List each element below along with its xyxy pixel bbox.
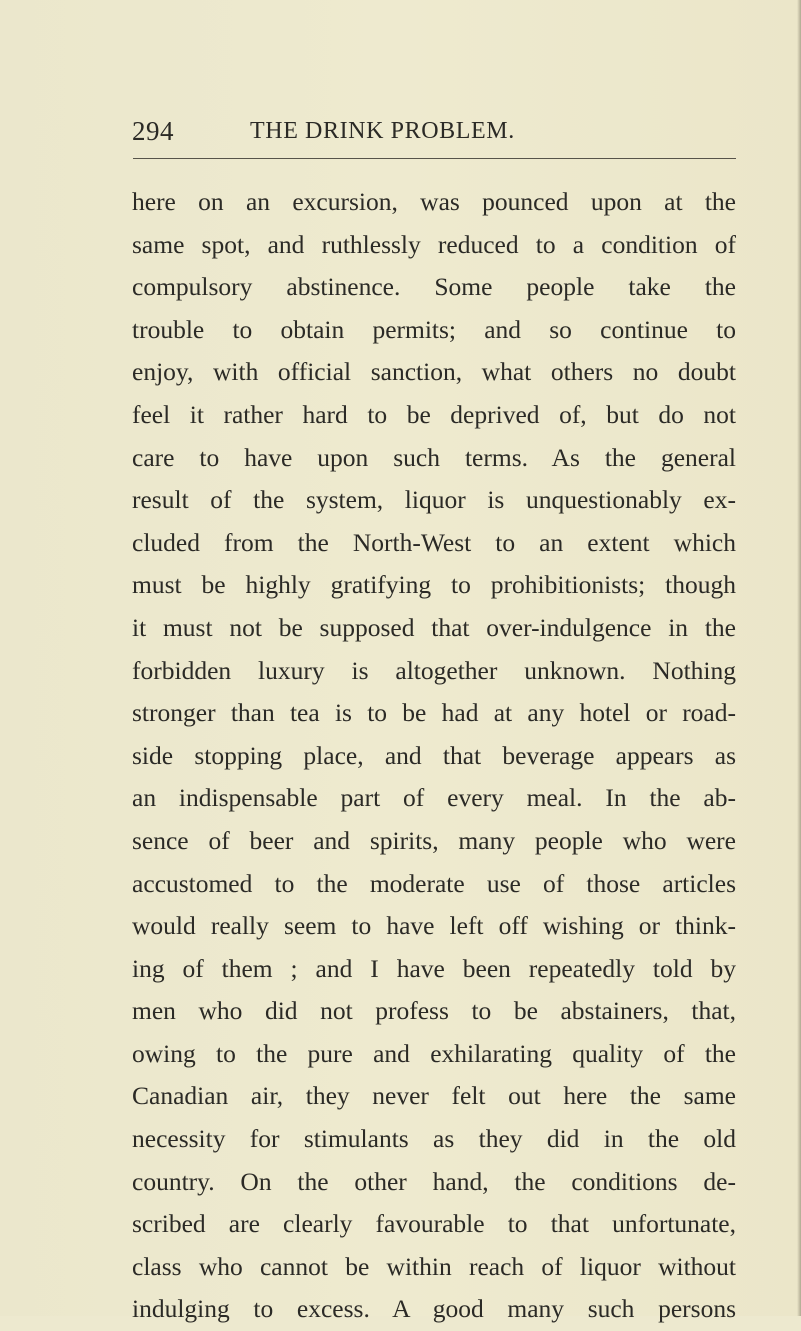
text-line: compulsory abstinence. Some people take the — [132, 272, 736, 302]
text-line: stronger than tea is to be had at any hotel or road- — [132, 698, 736, 728]
text-line: cluded from the North-West to an extent which — [132, 527, 736, 557]
text-line: side stopping place, and that beverage appears as — [132, 740, 736, 770]
text-line: indulging to excess. A good many such persons — [132, 1294, 736, 1324]
text-line: accustomed to the moderate use of those articles — [132, 868, 736, 898]
page-header — [132, 116, 736, 156]
text-line: men who did not profess to be abstainers, that, — [132, 996, 736, 1026]
text-line: care to have upon such terms. As the general — [132, 442, 736, 472]
text-line: it must not be supposed that over-indulgence in the — [132, 612, 736, 642]
text-line: country. On the other hand, the conditions de- — [132, 1166, 736, 1196]
text-line: owing to the pure and exhilarating quality of the — [132, 1038, 736, 1068]
text-line: ing of them ; and I have been repeatedly told by — [132, 953, 736, 983]
text-line: sence of beer and spirits, many people who were — [132, 825, 736, 855]
body-text — [132, 181, 736, 1331]
text-line: scribed are clearly favourable to that unfortunate, — [132, 1209, 736, 1239]
text-line: trouble to obtain permits; and so continue to — [132, 314, 736, 344]
text-line: class who cannot be within reach of liquor without — [132, 1251, 736, 1281]
text-line: here on an excursion, was pounced upon at the — [132, 187, 736, 216]
text-line: enjoy, with official sanction, what others no doubt — [132, 357, 736, 387]
text-line: forbidden luxury is altogether unknown. Nothing — [132, 655, 736, 685]
text-line: same spot, and ruthlessly reduced to a condition of — [132, 229, 736, 259]
text-line: an indispensable part of every meal. In the ab- — [132, 783, 736, 813]
header-rule — [133, 158, 736, 159]
text-line: Canadian air, they never felt out here the same — [132, 1081, 736, 1111]
text-line: must be highly gratifying to prohibitionists; though — [132, 570, 736, 600]
page-edge-shadow — [797, 0, 801, 1316]
page-number: 294 — [132, 116, 174, 146]
text-line: feel it rather hard to be deprived of, but do not — [132, 399, 736, 429]
text-line: result of the system, liquor is unquestionably ex- — [132, 485, 736, 515]
text-line: would really seem to have left off wishing or think- — [132, 911, 736, 941]
text-line: necessity for stimulants as they did in the old — [132, 1124, 736, 1154]
running-title: THE DRINK PROBLEM. — [250, 118, 515, 144]
